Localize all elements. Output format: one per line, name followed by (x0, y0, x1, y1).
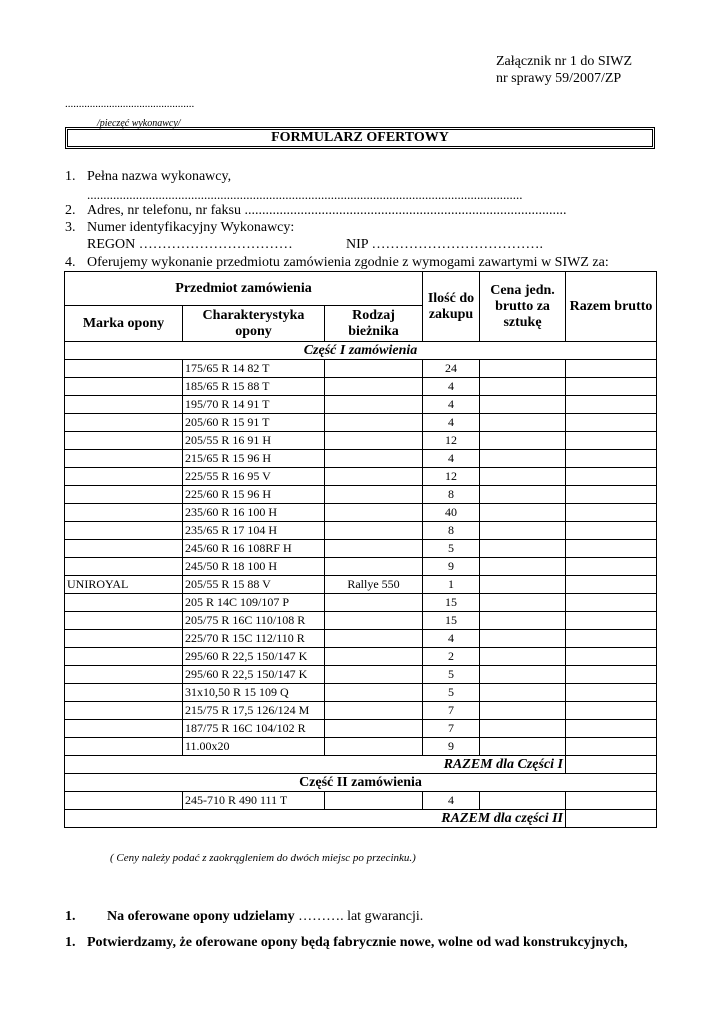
unit-price-cell[interactable] (480, 594, 566, 612)
quantity-cell: 4 (423, 792, 480, 810)
size-cell: 215/75 R 17,5 126/124 M (183, 702, 325, 720)
brand-cell (65, 630, 183, 648)
quantity-cell: 4 (423, 396, 480, 414)
brand-cell (65, 792, 183, 810)
tread-cell (325, 648, 423, 666)
tread-cell (325, 684, 423, 702)
unit-price-cell[interactable] (480, 792, 566, 810)
unit-price-cell[interactable] (480, 504, 566, 522)
table-row (65, 396, 657, 414)
tread-cell (325, 558, 423, 576)
quantity-cell: 7 (423, 720, 480, 738)
case-number: nr sprawy 59/2007/ZP (496, 71, 622, 86)
table-row (65, 504, 657, 522)
field-2-number: 2. (65, 203, 76, 218)
total-cell[interactable] (566, 576, 657, 594)
warranty-text: Na oferowane opony udzielamy (107, 909, 295, 924)
form-title: FORMULARZ OFERTOWY (65, 127, 655, 149)
brand-cell (65, 450, 183, 468)
table-row (65, 630, 657, 648)
table-row (65, 486, 657, 504)
size-cell: 187/75 R 16C 104/102 R (183, 720, 325, 738)
quantity-cell: 4 (423, 630, 480, 648)
unit-price-cell[interactable] (480, 468, 566, 486)
size-cell: 31x10,50 R 15 109 Q (183, 684, 325, 702)
unit-price-cell[interactable] (480, 738, 566, 756)
unit-price-cell[interactable] (480, 630, 566, 648)
tread-cell (325, 612, 423, 630)
table-row (65, 576, 657, 594)
table-row (65, 702, 657, 720)
total-cell[interactable] (566, 414, 657, 432)
tread-cell (325, 504, 423, 522)
quantity-cell: 9 (423, 558, 480, 576)
size-cell: 175/65 R 14 82 T (183, 360, 325, 378)
table-row (65, 594, 657, 612)
unit-price-cell[interactable] (480, 396, 566, 414)
part-2-heading-row (65, 774, 657, 792)
quantity-cell: 15 (423, 612, 480, 630)
total-cell[interactable] (566, 648, 657, 666)
total-cell[interactable] (566, 720, 657, 738)
table-row (65, 666, 657, 684)
tread-cell (325, 702, 423, 720)
quantity-cell: 9 (423, 738, 480, 756)
total-cell[interactable] (566, 666, 657, 684)
confirmation-number: 1. (65, 935, 76, 950)
part-2-total: RAZEM dla części II (65, 810, 566, 828)
table-row (65, 468, 657, 486)
total-cell[interactable] (566, 360, 657, 378)
size-cell: 195/70 R 14 91 T (183, 396, 325, 414)
nip-field[interactable]: NIP ………………………………. (346, 237, 544, 252)
tread-cell (325, 540, 423, 558)
unit-price-cell[interactable] (480, 378, 566, 396)
brand-cell (65, 648, 183, 666)
total-cell[interactable] (566, 504, 657, 522)
stamp-label: /pieczęć wykonawcy/ (97, 118, 181, 129)
size-cell: 235/65 R 17 104 H (183, 522, 325, 540)
quantity-cell: 15 (423, 594, 480, 612)
brand-cell (65, 504, 183, 522)
table-row (65, 414, 657, 432)
table-row (65, 432, 657, 450)
table-row (65, 522, 657, 540)
regon-field[interactable]: REGON …………………………… (87, 237, 293, 252)
header-quantity: Ilość do zakupu (423, 272, 480, 342)
tread-cell (325, 378, 423, 396)
brand-cell (65, 684, 183, 702)
header-subject: Przedmiot zamówienia (65, 272, 423, 306)
brand-cell (65, 468, 183, 486)
brand-cell (65, 558, 183, 576)
table-row (65, 648, 657, 666)
tread-cell (325, 630, 423, 648)
quantity-cell: 40 (423, 504, 480, 522)
total-cell[interactable] (566, 540, 657, 558)
field-1-dots[interactable]: ...................................................................................................................................... (87, 187, 523, 202)
tread-cell (325, 486, 423, 504)
size-cell: 235/60 R 16 100 H (183, 504, 325, 522)
table-row (65, 558, 657, 576)
tread-cell (325, 792, 423, 810)
quantity-cell: 4 (423, 414, 480, 432)
part-1-total-row (65, 756, 657, 774)
header-characteristics: Charakterystyka opony (183, 306, 325, 342)
total-cell[interactable] (566, 522, 657, 540)
header-tread: Rodzaj bieżnika (325, 306, 423, 342)
total-cell[interactable] (566, 612, 657, 630)
tread-cell (325, 450, 423, 468)
unit-price-cell[interactable] (480, 522, 566, 540)
quantity-cell: 5 (423, 540, 480, 558)
size-cell: 245/60 R 16 108RF H (183, 540, 325, 558)
brand-cell (65, 522, 183, 540)
stamp-dots: ............................................... (65, 98, 195, 110)
tread-cell (325, 360, 423, 378)
total-cell[interactable] (566, 450, 657, 468)
unit-price-cell[interactable] (480, 540, 566, 558)
brand-cell (65, 414, 183, 432)
table-row (65, 378, 657, 396)
size-cell: 225/70 R 15C 112/110 R (183, 630, 325, 648)
tread-cell (325, 396, 423, 414)
tread-cell (325, 720, 423, 738)
brand-cell: UNIROYAL (65, 576, 183, 594)
warranty-number: 1. (65, 909, 76, 924)
table-row (65, 540, 657, 558)
table-row (65, 720, 657, 738)
quantity-cell: 8 (423, 486, 480, 504)
warranty-years-field[interactable]: ………. lat gwarancji. (298, 909, 424, 924)
part-2-heading: Część II zamówienia (65, 774, 657, 792)
quantity-cell: 1 (423, 576, 480, 594)
tread-cell: Rallye 550 (325, 576, 423, 594)
total-cell[interactable] (566, 738, 657, 756)
size-cell: 295/60 R 22,5 150/147 K (183, 666, 325, 684)
brand-cell (65, 396, 183, 414)
unit-price-cell[interactable] (480, 486, 566, 504)
header-total: Razem brutto (566, 272, 657, 342)
quantity-cell: 24 (423, 360, 480, 378)
field-1-label: Pełna nazwa wykonawcy, (87, 169, 232, 184)
tread-cell (325, 468, 423, 486)
table-row (65, 684, 657, 702)
unit-price-cell[interactable] (480, 612, 566, 630)
total-cell[interactable] (566, 684, 657, 702)
total-cell[interactable] (566, 486, 657, 504)
field-1-number: 1. (65, 169, 76, 184)
table-row (65, 360, 657, 378)
brand-cell (65, 540, 183, 558)
part-1-heading: Część I zamówienia (65, 342, 657, 360)
unit-price-cell[interactable] (480, 360, 566, 378)
field-4-number: 4. (65, 255, 76, 270)
tread-cell (325, 522, 423, 540)
size-cell: 11.00x20 (183, 738, 325, 756)
total-cell[interactable] (566, 432, 657, 450)
field-offer (65, 254, 609, 271)
confirmation-text: Potwierdzamy, że oferowane opony będą fabrycznie nowe, wolne od wad konstrukcyjnych, (87, 935, 628, 950)
field-3-number: 3. (65, 220, 76, 235)
unit-price-cell[interactable] (480, 414, 566, 432)
field-2-label[interactable]: Adres, nr telefonu, nr faksu ............................................................................................ (87, 203, 567, 218)
quantity-cell: 4 (423, 450, 480, 468)
brand-cell (65, 612, 183, 630)
header-brand: Marka opony (65, 306, 183, 342)
total-cell[interactable] (566, 378, 657, 396)
unit-price-cell[interactable] (480, 558, 566, 576)
field-4-label: Oferujemy wykonanie przedmiotu zamówienia zgodnie z wymogami zawartymi w SIWZ za: (87, 255, 609, 270)
total-cell[interactable] (566, 396, 657, 414)
unit-price-cell[interactable] (480, 702, 566, 720)
quantity-cell: 12 (423, 432, 480, 450)
quantity-cell: 7 (423, 702, 480, 720)
total-cell[interactable] (566, 792, 657, 810)
brand-cell (65, 432, 183, 450)
part-1-total: RAZEM dla Części I (65, 756, 566, 774)
annex-label: Załącznik nr 1 do SIWZ (496, 54, 633, 69)
quantity-cell: 4 (423, 378, 480, 396)
quantity-cell: 8 (423, 522, 480, 540)
size-cell: 185/65 R 15 88 T (183, 378, 325, 396)
total-cell[interactable] (566, 594, 657, 612)
brand-cell (65, 378, 183, 396)
unit-price-cell[interactable] (480, 450, 566, 468)
offer-table (64, 271, 657, 828)
tread-cell (325, 666, 423, 684)
unit-price-cell[interactable] (480, 576, 566, 594)
total-cell[interactable] (566, 702, 657, 720)
total-cell[interactable] (566, 468, 657, 486)
field-full-name (65, 168, 231, 185)
brand-cell (65, 360, 183, 378)
header-unit-price: Cena jedn. brutto za sztukę (480, 272, 566, 342)
size-cell: 245-710 R 490 111 T (183, 792, 325, 810)
size-cell: 205 R 14C 109/107 P (183, 594, 325, 612)
quantity-cell: 5 (423, 666, 480, 684)
size-cell: 225/60 R 15 96 H (183, 486, 325, 504)
table-row (65, 738, 657, 756)
tread-cell (325, 738, 423, 756)
size-cell: 205/55 R 16 91 H (183, 432, 325, 450)
confirmation-line (65, 934, 673, 951)
part-1-total-value[interactable] (566, 756, 657, 774)
unit-price-cell[interactable] (480, 666, 566, 684)
quantity-cell: 5 (423, 684, 480, 702)
size-cell: 245/50 R 18 100 H (183, 558, 325, 576)
size-cell: 205/55 R 15 88 V (183, 576, 325, 594)
total-cell[interactable] (566, 630, 657, 648)
part-2-total-value[interactable] (566, 810, 657, 828)
part-2-total-row (65, 810, 657, 828)
table-row (65, 450, 657, 468)
quantity-cell: 12 (423, 468, 480, 486)
brand-cell (65, 594, 183, 612)
brand-cell (65, 738, 183, 756)
quantity-cell: 2 (423, 648, 480, 666)
table-row (65, 612, 657, 630)
warranty-line (65, 908, 423, 925)
size-cell: 205/75 R 16C 110/108 R (183, 612, 325, 630)
unit-price-cell[interactable] (480, 648, 566, 666)
size-cell: 295/60 R 22,5 150/147 K (183, 648, 325, 666)
table-row (65, 792, 657, 810)
unit-price-cell[interactable] (480, 720, 566, 738)
table-body (65, 342, 657, 828)
tread-cell (325, 432, 423, 450)
annex-reference (496, 53, 632, 87)
unit-price-cell[interactable] (480, 684, 566, 702)
tread-cell (325, 414, 423, 432)
total-cell[interactable] (566, 558, 657, 576)
size-cell: 225/55 R 16 95 V (183, 468, 325, 486)
unit-price-cell[interactable] (480, 432, 566, 450)
brand-cell (65, 486, 183, 504)
size-cell: 205/60 R 15 91 T (183, 414, 325, 432)
brand-cell (65, 720, 183, 738)
field-3-label: Numer identyfikacyjny Wykonawcy: (87, 220, 295, 235)
brand-cell (65, 666, 183, 684)
brand-cell (65, 702, 183, 720)
tread-cell (325, 594, 423, 612)
field-id-number (65, 219, 294, 236)
size-cell: 215/65 R 15 96 H (183, 450, 325, 468)
price-note: ( Ceny należy podać z zaokrągleniem do dwóch miejsc po przecinku.) (110, 852, 416, 864)
field-address (65, 202, 566, 219)
